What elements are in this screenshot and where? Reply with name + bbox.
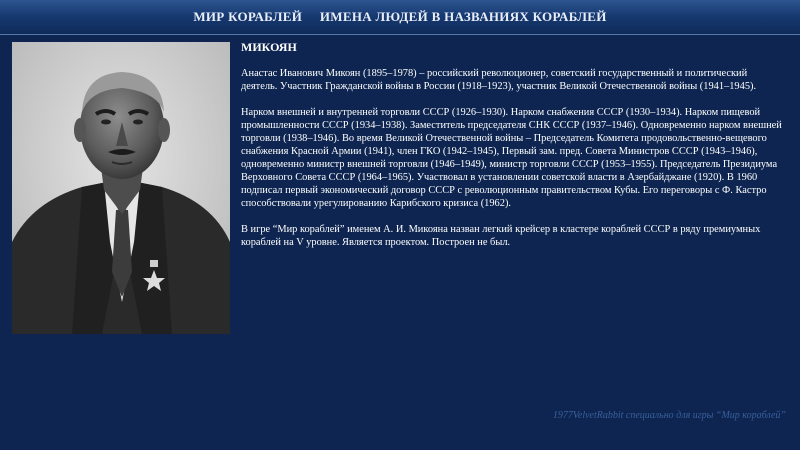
header-subsection: ИМЕНА ЛЮДЕЙ В НАЗВАНИЯХ КОРАБЛЕЙ: [319, 9, 607, 24]
portrait-photo: [12, 42, 230, 334]
article-title: МИКОЯН: [241, 40, 297, 54]
bio-paragraph-game: В игре “Мир кораблей” именем А. И. Микояна назван легкий крейсер в кластере кораблей СССР в ряду премиумных кораблей на V уровне. Является проектом. Построен не был.: [241, 224, 761, 248]
footer-credit: 1977VelvetRabbit специально для игры “Мир кораблей”: [552, 410, 786, 421]
header-section: МИР КОРАБЛЕЙ: [193, 9, 303, 24]
header-bar: [0, 0, 800, 35]
article-body: [241, 67, 786, 262]
header-title: [0, 9, 800, 25]
bio-paragraph-career: Нарком внешней и внутренней торговли СССР (1926–1930). Нарком снабжения СССР (1930–1934). Нарком пищевой промышленности СССР (1934–1938). Заместитель председателя СНК СССР (1937–1946). Одновременно нарком внешней торговли (1938–1946). Во время Великой Отечественной войны – Председатель Комитета продовольственно-вещевого снабжения Красной Армии (1941), член ГКО (1942–1945), Первый зам. пред. Совета Министров СССР (1943–1946), одновременно министр внешней торговли (1946–1949), министр торговли СССР (1953–1955). Председатель Президиума Верховного Совета СССР (1964–1965). Участвовал в установлении советской власти в Азербайджане (1920). В 1960 подписал первый экономический договор СССР с революционным правительством Кубы. Его переговоры с Ф. Кастро способствовали урегулированию Карибского кризиса (1962).: [241, 107, 782, 209]
bio-paragraph-intro: Анастас Иванович Микоян (1895–1978) – российский революционер, советский государственный и политический деятель. Участник Гражданской войны в России (1918–1923), участник Великой Отечественной войны (1941–1945).: [241, 68, 757, 92]
